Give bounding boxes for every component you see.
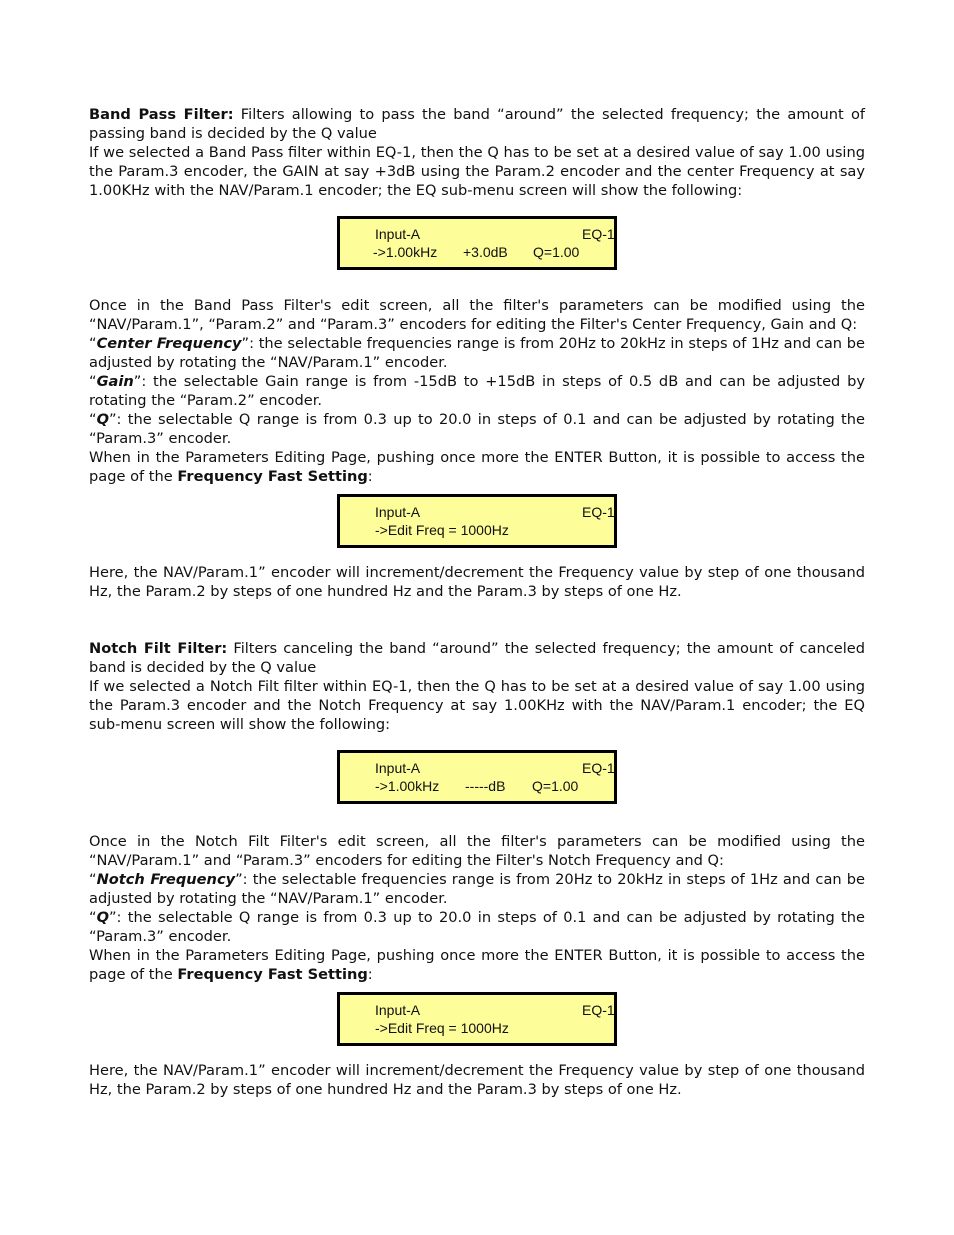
band-pass-heading: Band Pass Filter:	[89, 106, 234, 123]
notch-edit-screen: Once in the Notch Filt Filter's edit screen, all the filter's parameters can be modified using the “NAV/Param.1” and “Param.3” encoders for editing the Filter's Notch Frequency and Q:	[89, 833, 865, 869]
gain-desc: “Gain”: the selectable Gain range is from -15dB to +15dB in steps of 0.5 dB and can be adjusted by rotating the “Param.2” encoder.	[89, 373, 865, 409]
q-desc: “Q”: the selectable Q range is from 0.3 up to 20.0 in steps of 0.1 and can be adjusted by rotating the “Param.3” encoder.	[89, 411, 865, 447]
band-pass-intro: Band Pass Filter: Filters allowing to pass the band “around” the selected frequency; the amount of passing band is decided by the Q value	[89, 106, 866, 142]
band-pass-edit-screen: Once in the Band Pass Filter's edit screen, all the filter's parameters can be modified using the “NAV/Param.1”, “Param.2” and “Param.3” encoders for editing the Filter's Center Frequency, Gain and Q:	[89, 297, 865, 333]
notch-setup: If we selected a Notch Filt filter within EQ-1, then the Q has to be set at a desired value of say 1.00 using the Param.3 encoder and the Notch Frequency at say 1.00KHz with the NAV/Param.1 encoder; the EQ sub-menu screen will show the following:	[89, 678, 865, 733]
document-page	[89, 105, 865, 1099]
notch-heading: Notch Filt Filter:	[89, 640, 228, 657]
notch-frequency-desc: “Notch Frequency”: the selectable frequencies range is from 20Hz to 20kHz in steps of 1Hz and can be adjusted by rotating the “NAV/Param.1” encoder.	[89, 871, 865, 907]
band-pass-setup: If we selected a Band Pass filter within EQ-1, then the Q has to be set at a desired value of say 1.00 using the Param.3 encoder, the GAIN at say +3dB using the Param.2 encoder and the center Frequency at say 1.00KHz with the NAV/Param.1 encoder; the EQ sub-menu screen will show the following:	[89, 144, 865, 199]
center-frequency-desc: “Center Frequency”: the selectable frequencies range is from 20Hz to 20kHz in steps of 1Hz and can be adjusted by rotating the “NAV/Param.1” encoder.	[89, 335, 865, 371]
band-pass-here-text: Here, the NAV/Param.1” encoder will increment/decrement the Frequency value by step of one thousand Hz, the Param.2 by steps of one hundred Hz and the Param.3 by steps of one Hz.	[89, 564, 865, 600]
notch-here-text: Here, the NAV/Param.1” encoder will increment/decrement the Frequency value by step of one thousand Hz, the Param.2 by steps of one hundred Hz and the Param.3 by steps of one Hz.	[89, 1062, 865, 1098]
lcd-notch-main: Input-A EQ-1 ->1.00kHz -----dB Q=1.00	[337, 750, 617, 804]
lcd-band-pass-main: Input-A EQ-1 ->1.00kHz +3.0dB Q=1.00	[337, 216, 617, 270]
lcd-notch-fast-setting: Input-A EQ-1 ->Edit Freq = 1000Hz	[337, 992, 617, 1046]
notch-q-desc: “Q”: the selectable Q range is from 0.3 up to 20.0 in steps of 0.1 and can be adjusted by rotating the “Param.3” encoder.	[89, 909, 865, 945]
notch-enter-text: When in the Parameters Editing Page, pushing once more the ENTER Button, it is possible to access the page of the Frequency Fast Setting:	[89, 947, 865, 983]
band-pass-enter-text: When in the Parameters Editing Page, pushing once more the ENTER Button, it is possible to access the page of the Frequency Fast Setting:	[89, 449, 865, 485]
lcd-band-pass-fast-setting: Input-A EQ-1 ->Edit Freq = 1000Hz	[337, 494, 617, 548]
notch-intro: Notch Filt Filter: Filters canceling the band “around” the selected frequency; the amount of canceled band is decided by the Q value	[89, 640, 865, 676]
